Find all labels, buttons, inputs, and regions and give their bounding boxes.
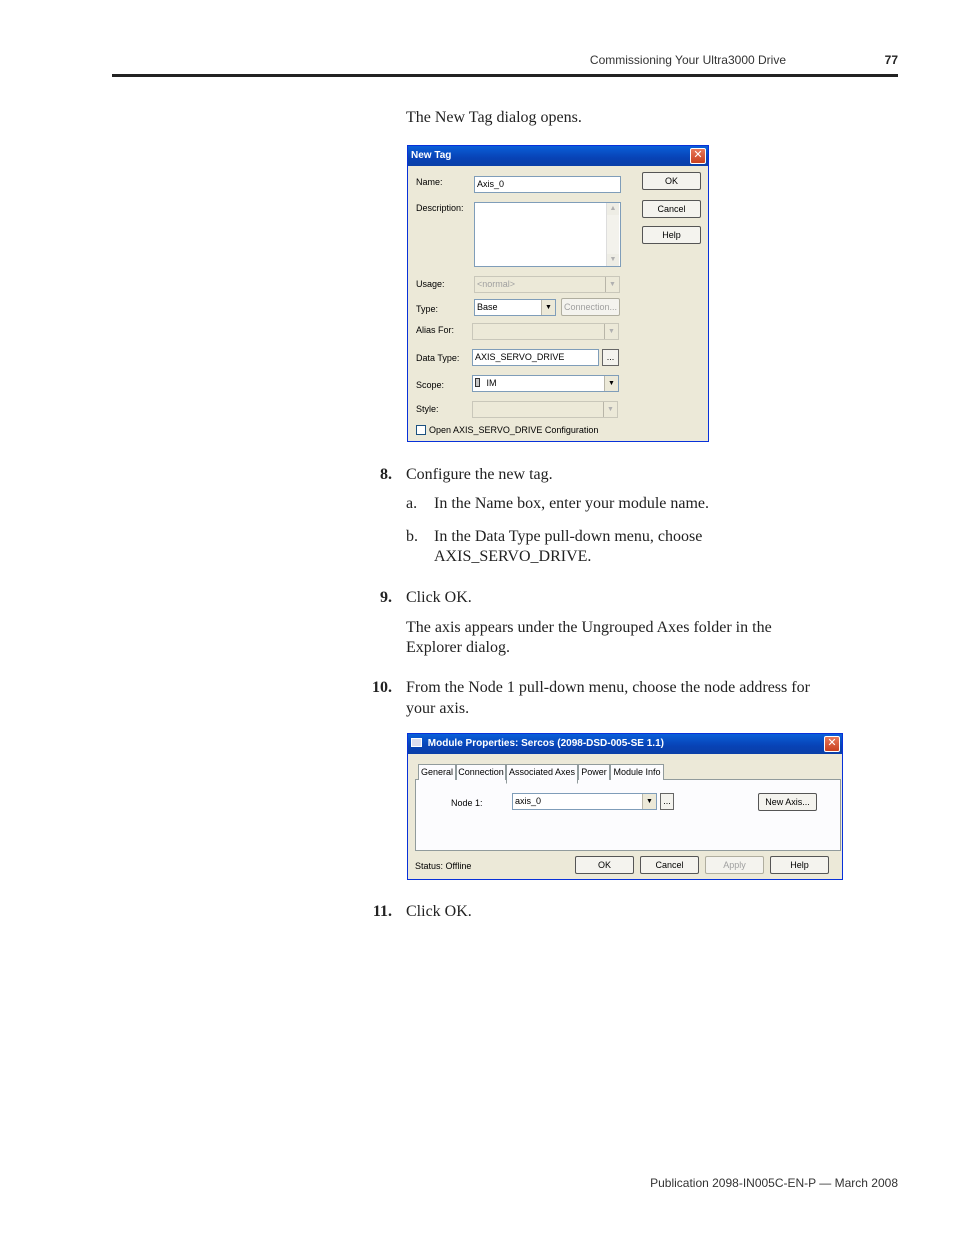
module-properties-title: Module Properties: Sercos (2098-DSD-005-SE 1.1) <box>427 738 664 749</box>
open-config-checkbox[interactable] <box>416 425 426 435</box>
node-select[interactable] <box>512 793 657 810</box>
description-input[interactable] <box>474 202 621 267</box>
step-number: 10. <box>372 679 392 696</box>
close-icon[interactable]: ✕ <box>824 736 840 752</box>
type-label: Type: <box>416 304 439 314</box>
step-text: Configure the new tag. <box>406 466 553 483</box>
tab-module-info[interactable]: Module Info <box>610 764 664 780</box>
chevron-down-icon[interactable]: ▼ <box>541 300 555 315</box>
type-select[interactable] <box>474 299 556 316</box>
chevron-down-icon[interactable]: ▼ <box>642 794 656 809</box>
step-number: 8. <box>380 466 392 483</box>
name-input[interactable]: Axis_0 <box>474 176 621 193</box>
chevron-down-icon[interactable]: ▼ <box>604 376 618 391</box>
description-label: Description: <box>416 203 464 213</box>
type-value: Base <box>477 302 498 312</box>
step-number: 9. <box>380 589 392 606</box>
cancel-button[interactable]: Cancel <box>640 856 699 874</box>
description-scrollbar[interactable] <box>606 203 619 266</box>
publication-footer: Publication 2098-IN005C-EN-P — March 2008 <box>650 1176 898 1190</box>
help-button[interactable]: Help <box>642 226 701 244</box>
new-tag-dialog <box>407 145 709 442</box>
chevron-down-icon: ▼ <box>603 402 617 417</box>
step-note-cont: Explorer dialog. <box>406 639 510 656</box>
header-rule <box>112 74 898 77</box>
new-tag-titlebar <box>408 146 708 166</box>
step-text: Click OK. <box>406 903 472 920</box>
name-label: Name: <box>416 177 443 187</box>
style-label: Style: <box>416 404 439 414</box>
substep-text: In the Name box, enter your module name. <box>434 495 710 512</box>
connection-button: Connection... <box>561 298 620 316</box>
substep-letter: b. <box>406 528 418 545</box>
data-type-label: Data Type: <box>416 353 460 363</box>
intro-text: The New Tag dialog opens. <box>406 109 582 126</box>
substep-text: In the Data Type pull-down menu, choose <box>434 528 703 545</box>
node-value: axis_0 <box>515 796 542 806</box>
step-note: The axis appears under the Ungrouped Axes folder in the <box>406 619 772 636</box>
close-icon[interactable]: ✕ <box>690 148 706 164</box>
scope-icon <box>475 378 480 387</box>
chevron-down-icon: ▼ <box>604 324 618 339</box>
running-header: Commissioning Your Ultra3000 Drive <box>589 53 786 67</box>
data-type-input[interactable]: AXIS_SERVO_DRIVE <box>472 349 599 366</box>
cancel-button[interactable]: Cancel <box>642 200 701 218</box>
step-text: From the Node 1 pull-down menu, choose the node address for <box>406 679 810 696</box>
step-text: Click OK. <box>406 589 472 606</box>
chevron-down-icon: ▼ <box>605 277 619 292</box>
help-button[interactable]: Help <box>770 856 829 874</box>
window-icon <box>411 738 422 747</box>
substep-text-cont: AXIS_SERVO_DRIVE. <box>434 548 592 565</box>
style-select <box>472 401 618 418</box>
tab-associated-axes[interactable]: Associated Axes <box>506 764 578 784</box>
ok-button[interactable]: OK <box>642 172 701 190</box>
substep-letter: a. <box>406 495 418 512</box>
open-config-label: Open AXIS_SERVO_DRIVE Configuration <box>429 425 599 435</box>
scope-label: Scope: <box>416 380 445 390</box>
new-tag-title: New Tag <box>411 150 452 161</box>
usage-label: Usage: <box>416 279 445 289</box>
page-number: 77 <box>884 53 898 67</box>
tab-general[interactable]: General <box>418 764 456 780</box>
scope-select[interactable] <box>472 375 619 392</box>
module-properties-titlebar <box>408 734 842 754</box>
data-type-browse-button[interactable]: ... <box>602 349 619 366</box>
scroll-down-icon[interactable]: ▼ <box>607 254 619 266</box>
tab-panel <box>415 779 841 851</box>
ok-button[interactable]: OK <box>575 856 634 874</box>
usage-select <box>474 276 620 293</box>
scroll-up-icon[interactable]: ▲ <box>607 203 619 215</box>
tab-power[interactable]: Power <box>578 764 610 780</box>
scope-value: IM <box>486 378 497 388</box>
new-axis-button[interactable]: New Axis... <box>758 793 817 811</box>
module-properties-dialog <box>407 733 843 880</box>
step-number: 11. <box>372 903 392 920</box>
alias-for-label: Alias For: <box>416 325 455 335</box>
node-label: Node 1: <box>451 798 483 808</box>
node-browse-button[interactable]: ... <box>660 793 674 810</box>
usage-value: <normal> <box>477 279 516 289</box>
step-text-cont: your axis. <box>406 700 470 717</box>
apply-button: Apply <box>705 856 764 874</box>
status-text: Status: Offline <box>415 861 472 871</box>
tab-connection[interactable]: Connection <box>456 764 506 780</box>
alias-for-select <box>472 323 619 340</box>
